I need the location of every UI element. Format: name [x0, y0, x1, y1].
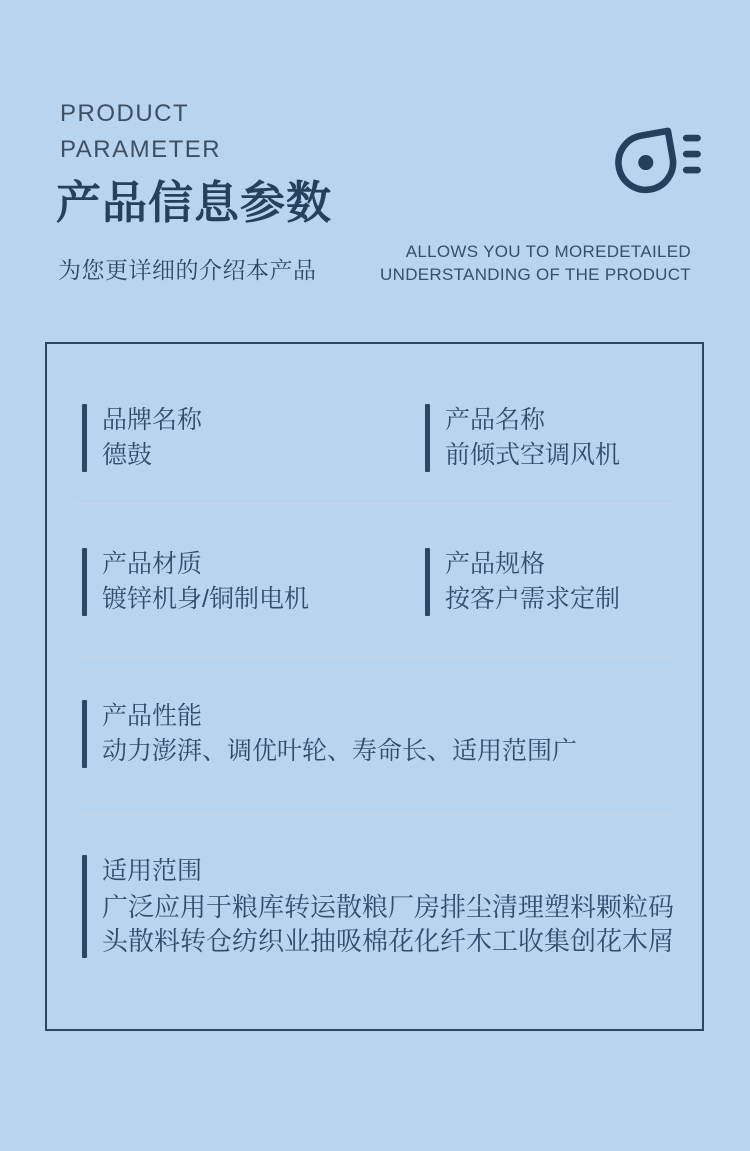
accent-bar [82, 404, 87, 472]
spec-label: 产品规格 [445, 550, 546, 578]
accent-bar [425, 548, 430, 616]
spec-value: 动力澎湃、调优叶轮、寿命长、适用范围广 [102, 737, 578, 765]
spec-row-brand-product [47, 344, 702, 503]
spec-label: 产品性能 [102, 702, 203, 730]
eyebrow-line-1: PRODUCT [60, 100, 190, 127]
spec-label: 产品材质 [102, 550, 203, 578]
caption-line-1: ALLOWS YOU TO MOREDETAILED [405, 242, 691, 261]
accent-bar [82, 855, 87, 958]
spec-value: 广泛应用于粮库转运散粮厂房排尘清理塑料颗粒码头散料转仓纺织业抽吸棉花化纤木工收集创花木屑 [102, 892, 675, 956]
page-title: 产品信息参数 [56, 177, 333, 228]
spec-cell-product-name [425, 404, 620, 472]
spec-cell-performance [82, 700, 577, 768]
spec-label: 适用范围 [102, 857, 203, 885]
spec-value: 镀锌机身/铜制电机 [102, 585, 309, 613]
spec-cell-specification [425, 548, 620, 616]
spec-cell-material [82, 548, 309, 616]
spec-row-performance [47, 658, 702, 814]
caption-text [361, 240, 691, 286]
eyebrow-line-2: PARAMETER [60, 136, 222, 163]
fan-blower-icon [610, 110, 706, 200]
spec-value: 按客户需求定制 [445, 585, 621, 613]
spec-cell-application-range [82, 855, 680, 958]
spec-label: 产品名称 [445, 406, 546, 434]
eyebrow-text [60, 96, 221, 168]
spec-row-material-spec [47, 504, 702, 657]
caption-line-2: UNDERSTANDING OF THE PRODUCT [380, 265, 691, 284]
spec-table [45, 342, 704, 1031]
spec-row-application-range [47, 815, 702, 1029]
spec-label: 品牌名称 [102, 406, 203, 434]
accent-bar [82, 548, 87, 616]
spec-value: 前倾式空调风机 [445, 441, 621, 469]
page-subtitle: 为您更详细的介绍本产品 [58, 257, 317, 283]
spec-value: 德鼓 [102, 441, 153, 469]
spec-cell-brand-name [82, 404, 202, 472]
accent-bar [82, 700, 87, 768]
accent-bar [425, 404, 430, 472]
